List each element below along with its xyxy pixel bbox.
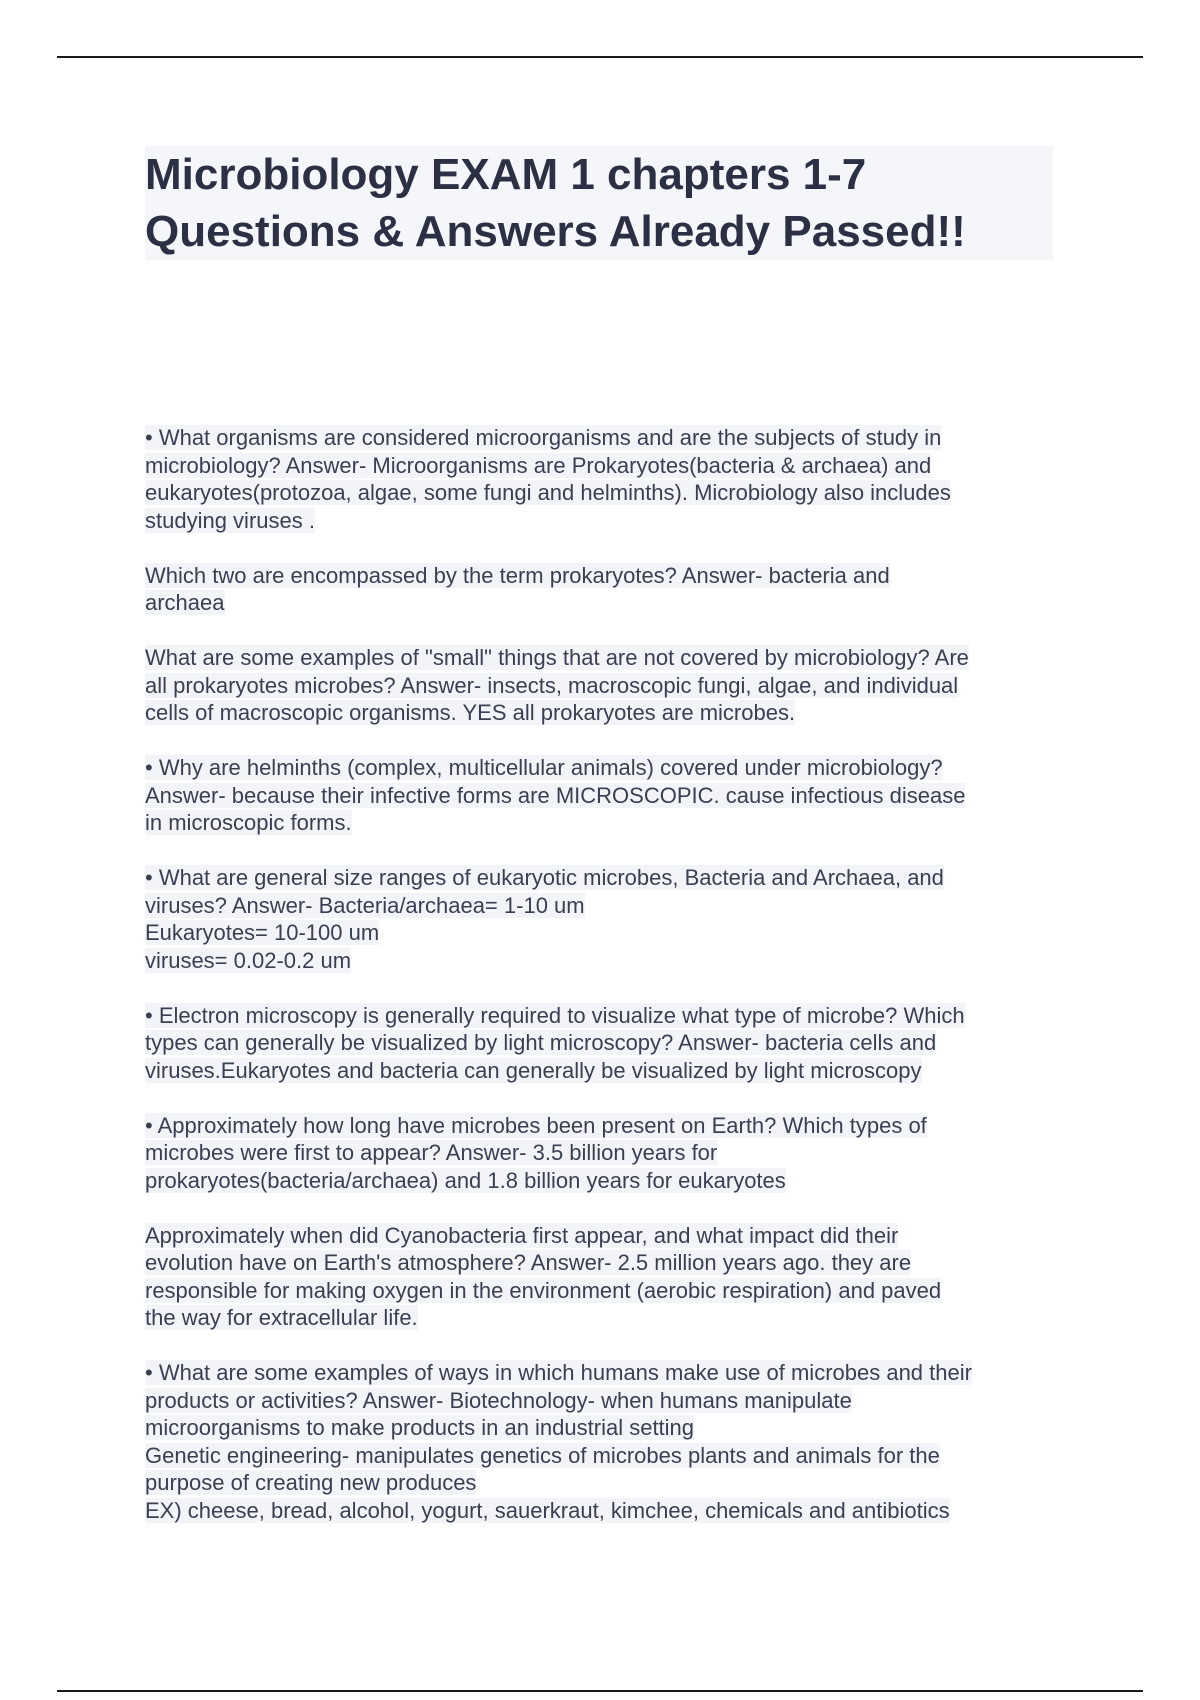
qa-line: • Electron microscopy is generally required to visualize what type of microbe? Which [145, 1002, 965, 1028]
qa-line: • What are some examples of ways in which humans make use of microbes and their [145, 1360, 972, 1385]
qa-line: cells of macroscopic organisms. YES all prokaryotes are microbes. [145, 700, 796, 725]
qa-item [145, 424, 1065, 534]
qa-line: purpose of creating new produces [145, 1470, 477, 1495]
qa-item [145, 1002, 1065, 1085]
qa-line: Eukaryotes= 10-100 um [145, 920, 380, 945]
qa-line: studying viruses . [145, 507, 315, 533]
qa-line: viruses.Eukaryotes and bacteria can generally be visualized by light microscopy [145, 1057, 922, 1083]
qa-line: microorganisms to make products in an industrial setting [145, 1415, 695, 1440]
title-line-2: Questions & Answers Already Passed!! [145, 207, 966, 256]
document-title [145, 146, 1053, 260]
qa-item [145, 1222, 1065, 1332]
qa-line: the way for extracellular life. [145, 1305, 418, 1330]
qa-line: EX) cheese, bread, alcohol, yogurt, sauerkraut, kimchee, chemicals and antibiotics [145, 1497, 950, 1523]
qa-line: What are some examples of "small" things that are not covered by microbiology? Are [145, 645, 969, 670]
qa-line: Genetic engineering- manipulates genetics of microbes plants and animals for the [145, 1442, 940, 1468]
qa-item [145, 562, 1065, 617]
qa-line: archaea [145, 590, 225, 615]
qa-line: prokaryotes(bacteria/archaea) and 1.8 billion years for eukaryotes [145, 1167, 786, 1193]
qa-line: • Approximately how long have microbes been present on Earth? Which types of [145, 1112, 927, 1138]
bottom-rule [57, 1690, 1143, 1692]
qa-line: • Why are helminths (complex, multicellular animals) covered under microbiology? [145, 755, 943, 780]
qa-line: in microscopic forms. [145, 810, 352, 835]
qa-line: all prokaryotes microbes? Answer- insects, macroscopic fungi, algae, and individual [145, 672, 959, 698]
qa-line: viruses? Answer- Bacteria/archaea= 1-10 um [145, 892, 585, 918]
qa-item [145, 1359, 1065, 1524]
top-rule [57, 56, 1143, 58]
qa-list [145, 424, 1065, 1552]
qa-item [145, 754, 1065, 837]
qa-line: Which two are encompassed by the term prokaryotes? Answer- bacteria and [145, 562, 890, 588]
qa-line: products or activities? Answer- Biotechnology- when humans manipulate [145, 1387, 852, 1413]
title-line-1: Microbiology EXAM 1 chapters 1-7 [145, 150, 867, 199]
qa-line: eukaryotes(protozoa, algae, some fungi and helminths). Microbiology also includes [145, 480, 951, 505]
qa-line: viruses= 0.02-0.2 um [145, 947, 352, 973]
qa-line: • What organisms are considered microorganisms and are the subjects of study in [145, 425, 942, 450]
qa-line: evolution have on Earth's atmosphere? Answer- 2.5 million years ago. they are [145, 1250, 912, 1275]
qa-line: types can generally be visualized by light microscopy? Answer- bacteria cells and [145, 1030, 937, 1055]
qa-item [145, 1112, 1065, 1195]
qa-line: responsible for making oxygen in the environment (aerobic respiration) and paved [145, 1277, 942, 1303]
qa-line: • What are general size ranges of eukaryotic microbes, Bacteria and Archaea, and [145, 865, 944, 890]
qa-line: Approximately when did Cyanobacteria first appear, and what impact did their [145, 1222, 899, 1248]
qa-line: microbiology? Answer- Microorganisms are Prokaryotes(bacteria & archaea) and [145, 452, 932, 478]
qa-line: Answer- because their infective forms are MICROSCOPIC. cause infectious disease [145, 782, 966, 808]
qa-item [145, 644, 1065, 727]
qa-line: microbes were first to appear? Answer- 3.5 billion years for [145, 1140, 718, 1165]
qa-item [145, 864, 1065, 974]
